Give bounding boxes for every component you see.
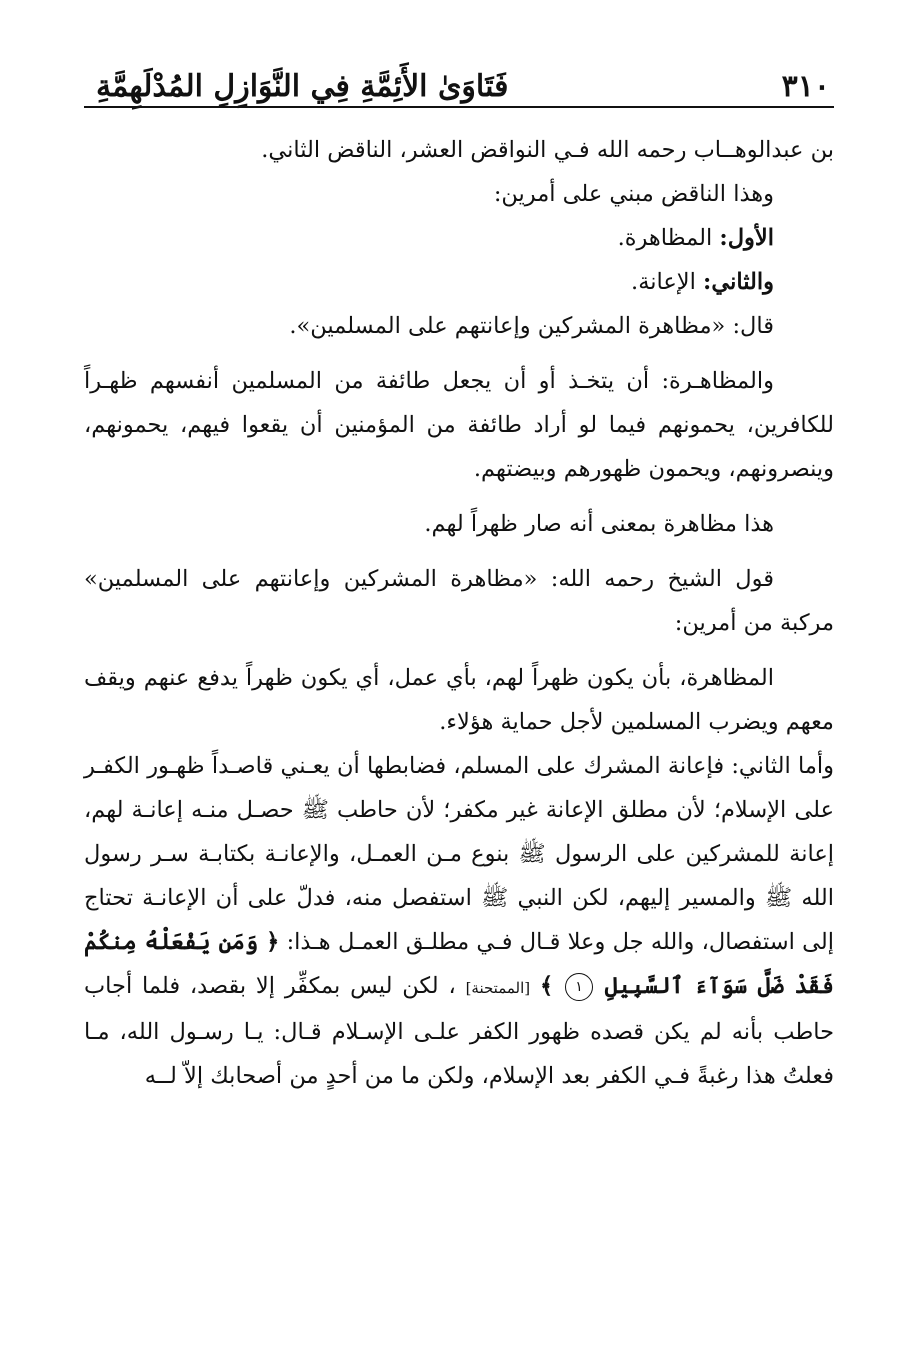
ayah-number: ١ <box>565 973 593 1001</box>
paragraph: هذا مظاهرة بمعنى أنه صار ظهراً لهم. <box>424 511 774 537</box>
paragraph-text: المظاهرة. <box>617 225 713 251</box>
paragraph: المظاهرة، بأن يكون ظهراً لهم، بأي عمل، أي يكون ظهراً يدفع عنهم ويقف معهم ويضرب المسلمين لأجل حماية هؤلاء. <box>84 665 834 735</box>
paragraph: قول الشيخ رحمه الله: «مظاهرة المشركين وإعانتهم على المسلمين» مركبة من أمرين: <box>84 566 834 636</box>
paragraph: والمظاهـرة: أن يتخـذ أو أن يجعل طائفة من المسلمين أنفسهم ظهـراً للكافرين، يحمونهم فيما لو أراد طائفة من المؤمنين أن يقعوا فيهم، يحمونهم، وينصرونهم، ويحمون ظهورهم وبيضتهم. <box>84 368 834 482</box>
paragraph-label: والثاني: <box>703 269 774 295</box>
page-header <box>84 50 834 108</box>
quran-bracket: ﴾ <box>539 973 554 999</box>
page-number: ٣١٠ <box>781 69 830 104</box>
paragraph: وهذا الناقض مبني على أمرين: <box>493 181 774 207</box>
paragraph-text: ، لكن ليس بمكفِّر إلا بقصد، فلما أجاب حاطب بأنه لم يكن قصده ظهور الكفر علـى الإسـلام قـال: يـا رسـول الله، مـا فعلتُ هذا رغبةً فـي الكفر بعد الإسلام، ولكن ما من أحدٍ من أصحابك إلاّ لــه <box>84 973 834 1089</box>
paragraph: بن عبدالوهــاب رحمه الله فـي النواقض العشر، الناقض الثاني. <box>261 137 834 163</box>
running-title: فَتَاوَىٰ الأَئِمَّةِ فِي النَّوَازِلِ المُدْلَهِمَّةِ <box>96 69 509 104</box>
paragraph: قال: «مظاهرة المشركين وإعانتهم على المسلمين». <box>289 313 774 339</box>
document-page <box>84 50 834 1098</box>
paragraph <box>84 216 834 260</box>
paragraph-text: وأما الثاني: فإعانة المشرك على المسلم، فضابطها أن يعـني قاصـداً ظهـور الكفـر على الإسلام؛ لأن مطلق الإعانة غير مكفر؛ لأن حاطب ﷺ حصـل منـه إعانـة لهم، إعانة للمشركين على الرسول ﷺ بنوع مـن العمـل، والإعانـة بكتابـة سـر رسول الله ﷺ والمسير إليهم، لكن النبي ﷺ استفصل منه، فدلّ على أن الإعانـة تحتاج إلى استفصال، والله جل وعلا قـال فـي مطلـق العمـل هـذا: <box>84 753 835 955</box>
body-text <box>84 128 834 1098</box>
paragraph-text: الإعانة. <box>631 269 696 295</box>
paragraph <box>84 260 834 304</box>
quran-verse: ﴿ وَمَن يَفْعَلْهُ مِنكُمْ فَقَدْ ضَلَّ سَوَآءَ ٱلسَّبِيلِ <box>84 929 834 999</box>
surah-reference: [الممتحنة] <box>465 979 531 997</box>
paragraph-label: الأول: <box>719 225 774 251</box>
paragraph <box>84 744 834 1098</box>
